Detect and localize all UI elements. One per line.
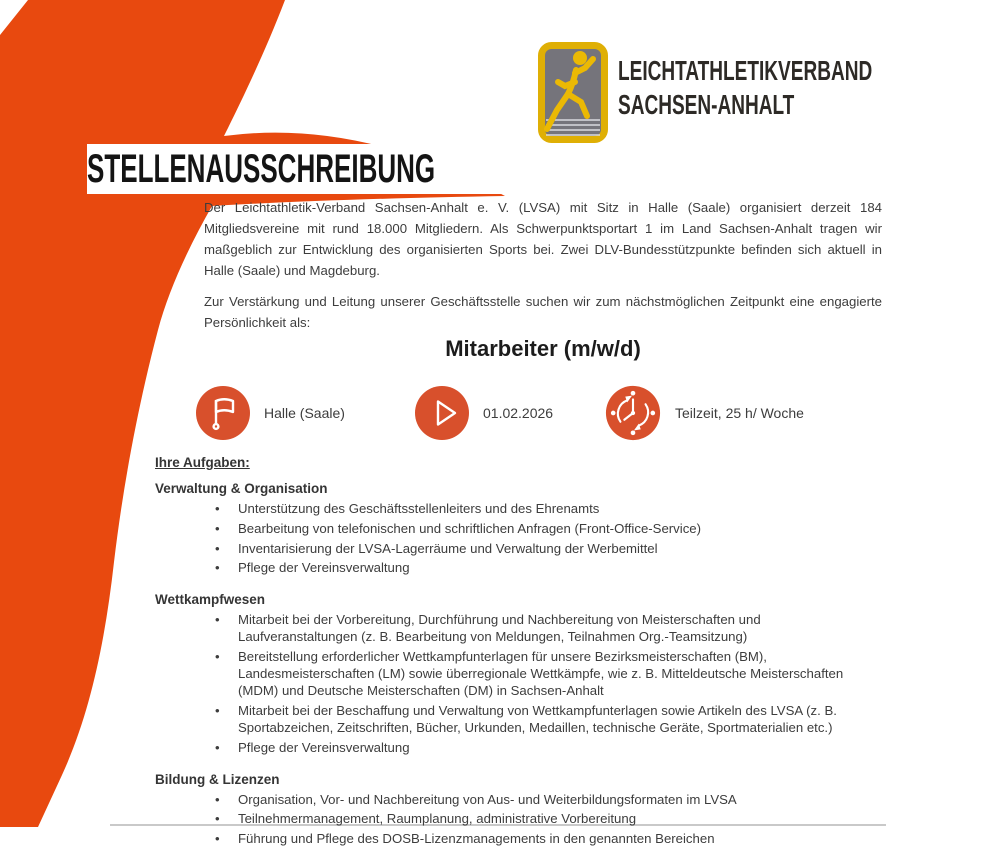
task-group-title: Bildung & Lizenzen <box>155 771 280 787</box>
clock-icon <box>604 384 662 442</box>
fact-start-date <box>414 384 553 442</box>
task-item: • Pflege der Vereinsverwaltung <box>155 559 882 576</box>
logo-wordmark <box>618 54 992 122</box>
tasks-heading: Ihre Aufgaben: <box>155 455 250 470</box>
fact-location <box>195 384 345 442</box>
intro-section <box>204 197 882 343</box>
fact-working-time <box>604 384 804 442</box>
fact-start-date-label: 01.02.2026 <box>483 405 554 421</box>
task-group-wettkampfwesen <box>155 592 882 757</box>
runner-logo-icon <box>538 42 608 143</box>
logo <box>538 42 992 143</box>
task-item: • Inventarisierung der LVSA-Lagerräume und Verwaltung der Werbemittel <box>155 540 882 557</box>
task-item: • Organisation, Vor- und Nachbereitung von Aus- und Weiterbildungsformaten im LVSA <box>155 791 882 808</box>
task-group-verwaltung <box>155 481 882 577</box>
task-item: • Bereitstellung erforderlicher Wettkampfunterlagen für unsere Bezirksmeisterschaften (BM), Landesmeisterschaften (LM) sowie überregionale Wettkämpfe, wie z. B. Mitteldeutsche Meisterschaften (MDM) und Deutsche Meisterschaften (DM) in Sachsen-Anhalt <box>155 648 882 700</box>
task-item: • Teilnehmermanagement, Raumplanung, administrative Vorbereitung <box>155 810 882 827</box>
title-band <box>87 144 567 194</box>
fact-working-time-label: Teilzeit, 25 h/ Woche <box>675 405 804 421</box>
task-item: • Unterstützung des Geschäftsstellenleiters und des Ehrenamts <box>155 500 882 517</box>
fact-location-label: Halle (Saale) <box>264 405 345 421</box>
logo-org-line2: SACHSEN-ANHALT <box>618 89 795 120</box>
task-item: • Führung und Pflege des DOSB-Lizenzmanagements in den genannten Bereichen <box>155 830 882 847</box>
flag-icon <box>195 385 251 441</box>
task-item: • Pflege der Vereinsverwaltung <box>155 739 882 756</box>
task-item: • Bearbeitung von telefonischen und schriftlichen Anfragen (Front-Office-Service) <box>155 520 882 537</box>
play-icon <box>414 385 470 441</box>
task-group-title: Wettkampfwesen <box>155 591 266 607</box>
task-group-bildung <box>155 772 882 848</box>
logo-org-line1: LEICHTATHLETIKVERBAND <box>618 55 873 86</box>
task-item: • Mitarbeit bei der Beschaffung und Verwaltung von Wettkampfunterlagen sowie Artikeln des LVSA (z. B. Sportabzeichen, Zeitschriften, Bücher, Urkunden, Medaillen, technische Geräte, Sportmaterialien etc.) <box>155 702 882 737</box>
position-title: Mitarbeiter (m/w/d) <box>445 336 641 361</box>
intro-paragraph-1: Der Leichtathletik-Verband Sachsen-Anhalt e. V. (LVSA) mit Sitz in Halle (Saale) organisiert derzeit 184 Mitgliedsvereine mit rund 18.000 Mitgliedern. Als Schwerpunktsportart 1 im Land Sachsen-Anhalt tragen wir maßgeblich zur Entwicklung des organisierten Sports bei. Zwei DLV-Bundesstützpunkte befinden sich aktuell in Halle (Saale) und Magdeburg. <box>204 200 882 278</box>
page-title: STELLENAUSSCHREIBUNG <box>87 146 436 191</box>
task-item: • Mitarbeit bei der Vorbereitung, Durchführung und Nachbereitung von Meisterschaften und Laufveranstaltungen (z. B. Bearbeitung von Meldungen, Teilnahmen Org.-Teamsitzung) <box>155 611 882 646</box>
intro-paragraph-2: Zur Verstärkung und Leitung unserer Geschäftsstelle suchen wir zum nächstmöglichen Zeitpunkt eine engagierte Persönlichkeit als: <box>204 294 882 330</box>
tasks-section <box>155 455 882 862</box>
task-group-title: Verwaltung & Organisation <box>155 481 328 496</box>
